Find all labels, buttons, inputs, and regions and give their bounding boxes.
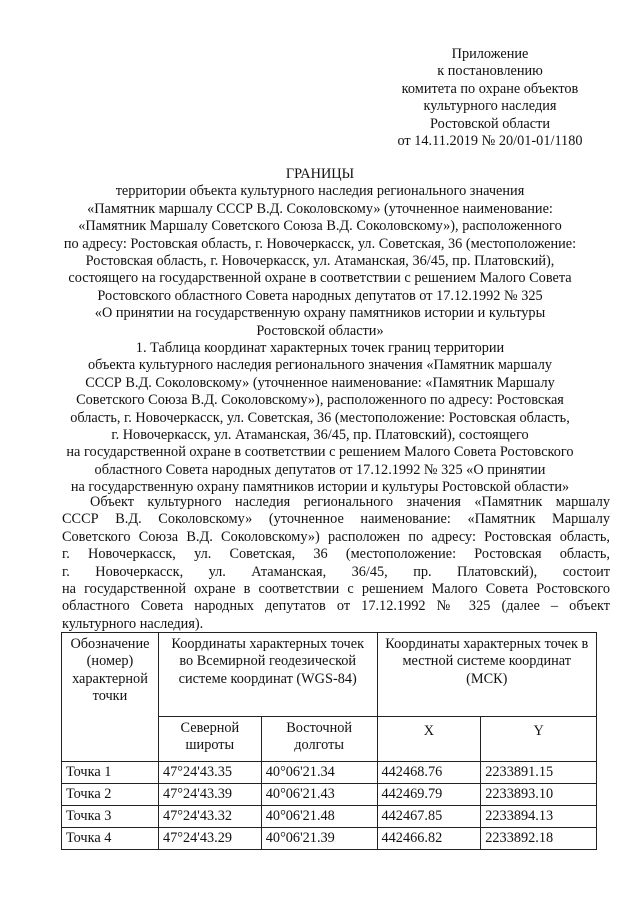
heading-line: «Памятник маршалу СССР В.Д. Соколовскому» (уточненное наименование: [87, 200, 553, 217]
paragraph-line: культурного наследия). [62, 615, 204, 632]
header-x: X [377, 717, 481, 762]
cell-latitude: 47°24'43.35 [158, 762, 261, 784]
paragraph-line: Объект культурного наследия регионального значения «Памятник маршалу [90, 494, 610, 510]
cell-point: Точка 3 [62, 806, 159, 828]
cell-longitude: 40°06'21.34 [261, 762, 377, 784]
cell-longitude: 40°06'21.48 [261, 806, 377, 828]
paragraph-line: на государственной охране в соответствии с решением Малого Совета Ростовского [62, 581, 610, 598]
approval-block [380, 46, 600, 150]
cell-latitude: 47°24'43.39 [158, 784, 261, 806]
heading-line: территории объекта культурного наследия регионального значения [115, 183, 525, 200]
cell-x: 442467.85 [377, 806, 481, 828]
cell-y: 2233893.10 [481, 784, 597, 806]
table-row [62, 806, 597, 828]
heading-line: Ростовской области» [256, 322, 384, 339]
caption-line: 1. Таблица координат характерных точек границ территории [135, 340, 505, 356]
paragraph-line: СССР В.Д. Соколовскому» (уточненное наименование: «Памятник Маршалу [62, 511, 610, 528]
caption-line: г. Новочеркасск, ул. Атаманская, 36/45, пр. Платовский), состоящего [111, 427, 529, 444]
header-y: Y [481, 717, 597, 762]
caption-line: СССР В.Д. Соколовскому» (уточненное наименование: «Памятник Маршалу [85, 374, 555, 391]
table-row [62, 784, 597, 806]
approval-line: Ростовской области [429, 115, 551, 132]
heading-line: «Памятник Маршалу Советского Союза В.Д. Соколовскому»), расположенного [78, 218, 562, 235]
heading-line: «О принятии на государственную охрану памятников истории и культуры [94, 305, 546, 322]
header-latitude: Северной широты [158, 717, 261, 762]
document-heading [30, 166, 610, 340]
cell-y: 2233892.18 [481, 828, 597, 850]
table-row [62, 762, 597, 784]
caption-line: объекта культурного наследия регионального значения «Памятник маршалу [87, 357, 553, 374]
cell-longitude: 40°06'21.39 [261, 828, 377, 850]
caption-line: на государственной охране в соответствии с решением Малого Совета Ростовского [66, 444, 574, 461]
paragraph-line: областного Совета народных депутатов от 17.12.1992 № 325 (далее – объект [62, 598, 610, 615]
cell-latitude: 47°24'43.29 [158, 828, 261, 850]
header-longitude: Восточной долготы [261, 717, 377, 762]
table-caption [30, 340, 610, 497]
approval-date-line: от 14.11.2019 № 20/01-01/1180 [397, 133, 583, 150]
approval-line: к постановлению [437, 63, 543, 80]
cell-point: Точка 1 [62, 762, 159, 784]
approval-line: Приложение [451, 46, 529, 62]
header-point-designation: Обозначение (номер) характерной точки [62, 633, 159, 762]
heading-line: по адресу: Ростовская область, г. Новочеркасск, ул. Советская, 36 (местоположение: [63, 235, 577, 252]
paragraph-line: Советского Союза В.Д. Соколовскому») расположен по адресу: Ростовская область, [62, 528, 610, 545]
cell-x: 442466.82 [377, 828, 481, 850]
heading-line: Ростовского областного Совета народных депутатов от 17.12.1992 № 325 [97, 287, 543, 304]
document-title: ГРАНИЦЫ [285, 166, 355, 182]
approval-line: комитета по охране объектов [401, 80, 579, 97]
cell-y: 2233891.15 [481, 762, 597, 784]
table-header-row [62, 633, 597, 717]
header-msk-coordinates: Координаты характерных точек в местной системе координат (МСК) [377, 633, 597, 717]
paragraph-line: г. Новочеркасск, ул. Советская, 36 (местоположение: Ростовская область, [62, 546, 610, 563]
cell-latitude: 47°24'43.32 [158, 806, 261, 828]
paragraph-line: г. Новочеркасск, ул. Атаманская, 36/45, пр. Платовский), состоит [62, 563, 610, 580]
caption-line: на государственную охрану памятников истории и культуры Ростовской области» [70, 479, 570, 496]
approval-line: культурного наследия [423, 98, 557, 115]
cell-longitude: 40°06'21.43 [261, 784, 377, 806]
caption-line: областного Совета народных депутатов от 17.12.1992 № 325 «О принятии [94, 461, 546, 478]
table-row [62, 828, 597, 850]
cell-point: Точка 4 [62, 828, 159, 850]
caption-line: Советского Союза В.Д. Соколовскому»), расположенного по адресу: Ростовская [76, 392, 564, 409]
header-wgs-coordinates: Координаты характерных точек во Всемирной геодезической системе координат (WGS-84) [158, 633, 377, 717]
heading-line: состоящего на государственной охране в соответствии с решением Малого Совета [68, 270, 572, 287]
cell-y: 2233894.13 [481, 806, 597, 828]
caption-line: область, г. Новочеркасск, ул. Советская, 36 (местоположение: Ростовская область, [70, 409, 570, 426]
body-paragraph [62, 494, 610, 633]
cell-x: 442468.76 [377, 762, 481, 784]
coordinates-table [61, 632, 597, 850]
cell-point: Точка 2 [62, 784, 159, 806]
heading-line: Ростовская область, г. Новочеркасск, ул. Атаманская, 36/45, пр. Платовский), [85, 253, 555, 270]
cell-x: 442469.79 [377, 784, 481, 806]
